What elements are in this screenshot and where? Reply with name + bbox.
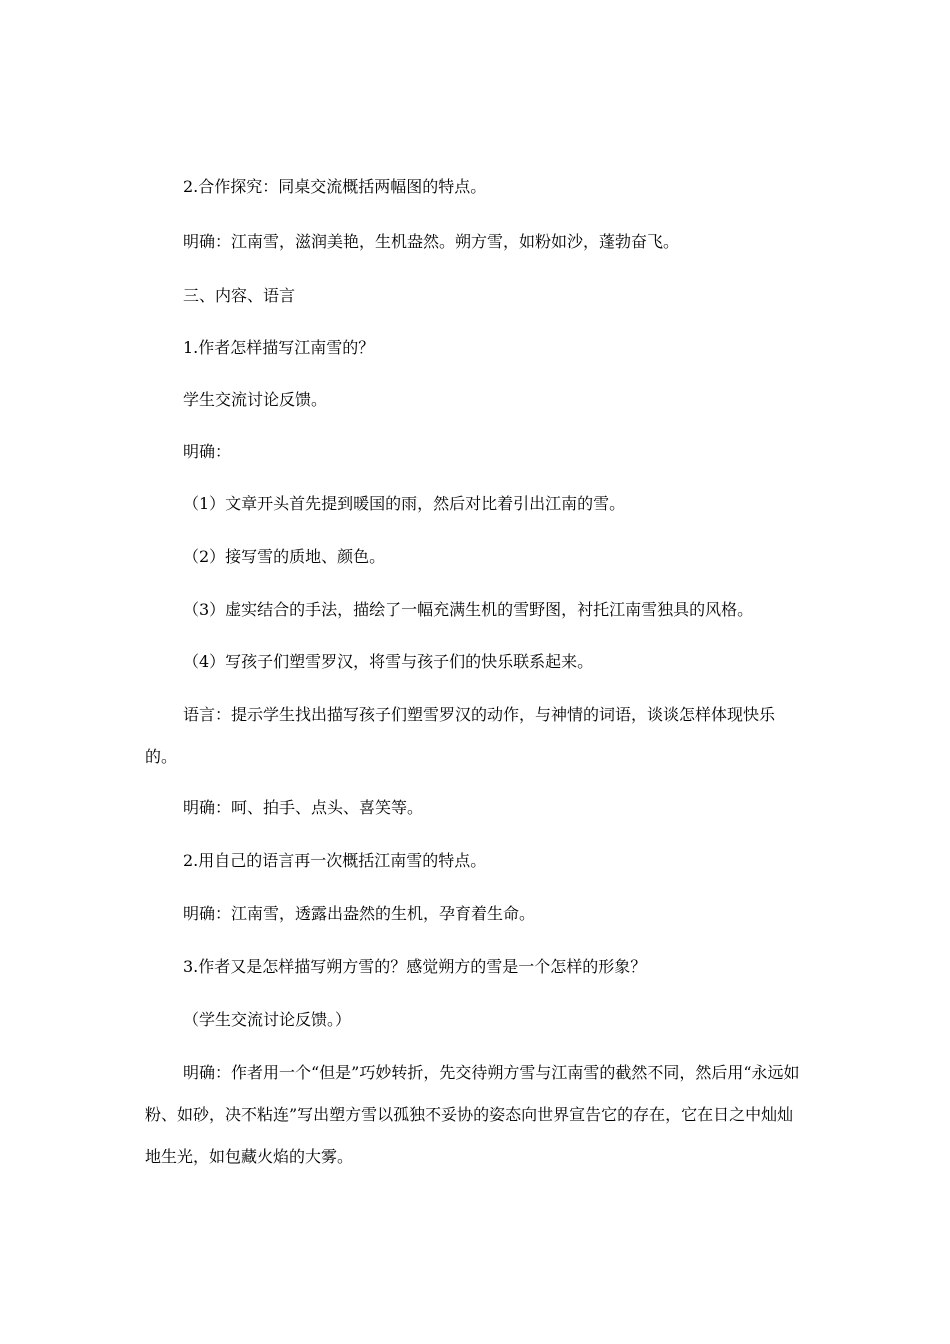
paragraph-cooperative-inquiry: 2.合作探究：同桌交流概括两幅图的特点。: [183, 177, 487, 196]
list-item-3: （3）虚实结合的手法，描绘了一幅充满生机的雪野图，衬托江南雪独具的风格。: [183, 600, 754, 619]
paragraph-answer-jiangnan-life: 明确：江南雪，透露出盎然的生机，孕育着生命。: [183, 904, 536, 923]
list-item-1: （1）文章开头首先提到暖国的雨，然后对比着引出江南的雪。: [183, 494, 626, 513]
question-jiangnan-snow: 1.作者怎样描写江南雪的？: [183, 338, 375, 357]
list-item-4: （4）写孩子们塑雪罗汉，将雪与孩子们的快乐联系起来。: [183, 652, 594, 671]
paragraph-answer-actions: 明确：呵、拍手、点头、喜笑等。: [183, 798, 424, 817]
list-item-2: （2）接写雪的质地、颜色。: [183, 547, 386, 566]
question-summarize-jiangnan-snow: 2.用自己的语言再一次概括江南雪的特点。: [183, 851, 487, 870]
paragraph-answer-shuofang: 明确：作者用一个“但是”巧妙转折，先交待朔方雪与江南雪的截然不同，然后用“永远如粉、如砂，决不粘连”写出塑方雪以孤独不妥协的姿态向世界宣告它的存在，它在日之中灿灿地生光，如包藏火焰的大雾。: [145, 1063, 800, 1166]
paragraph-language-prompt: 语言：提示学生找出描写孩子们塑雪罗汉的动作，与神情的词语，谈谈怎样体现快乐的。: [145, 705, 776, 766]
paragraph-answer-two-pictures: 明确：江南雪，滋润美艳，生机盎然。朔方雪，如粉如沙，蓬勃奋飞。: [183, 232, 680, 251]
paragraph-student-feedback: 学生交流讨论反馈。: [183, 390, 328, 409]
paragraph-student-feedback-parenthetical: （学生交流讨论反馈。）: [183, 1010, 352, 1029]
question-shuofang-snow: 3.作者又是怎样描写朔方雪的？感觉朔方的雪是一个怎样的形象？: [183, 957, 647, 976]
section-heading-content-language: 三、内容、语言: [183, 286, 296, 305]
paragraph-answer-label: 明确：: [183, 442, 232, 461]
